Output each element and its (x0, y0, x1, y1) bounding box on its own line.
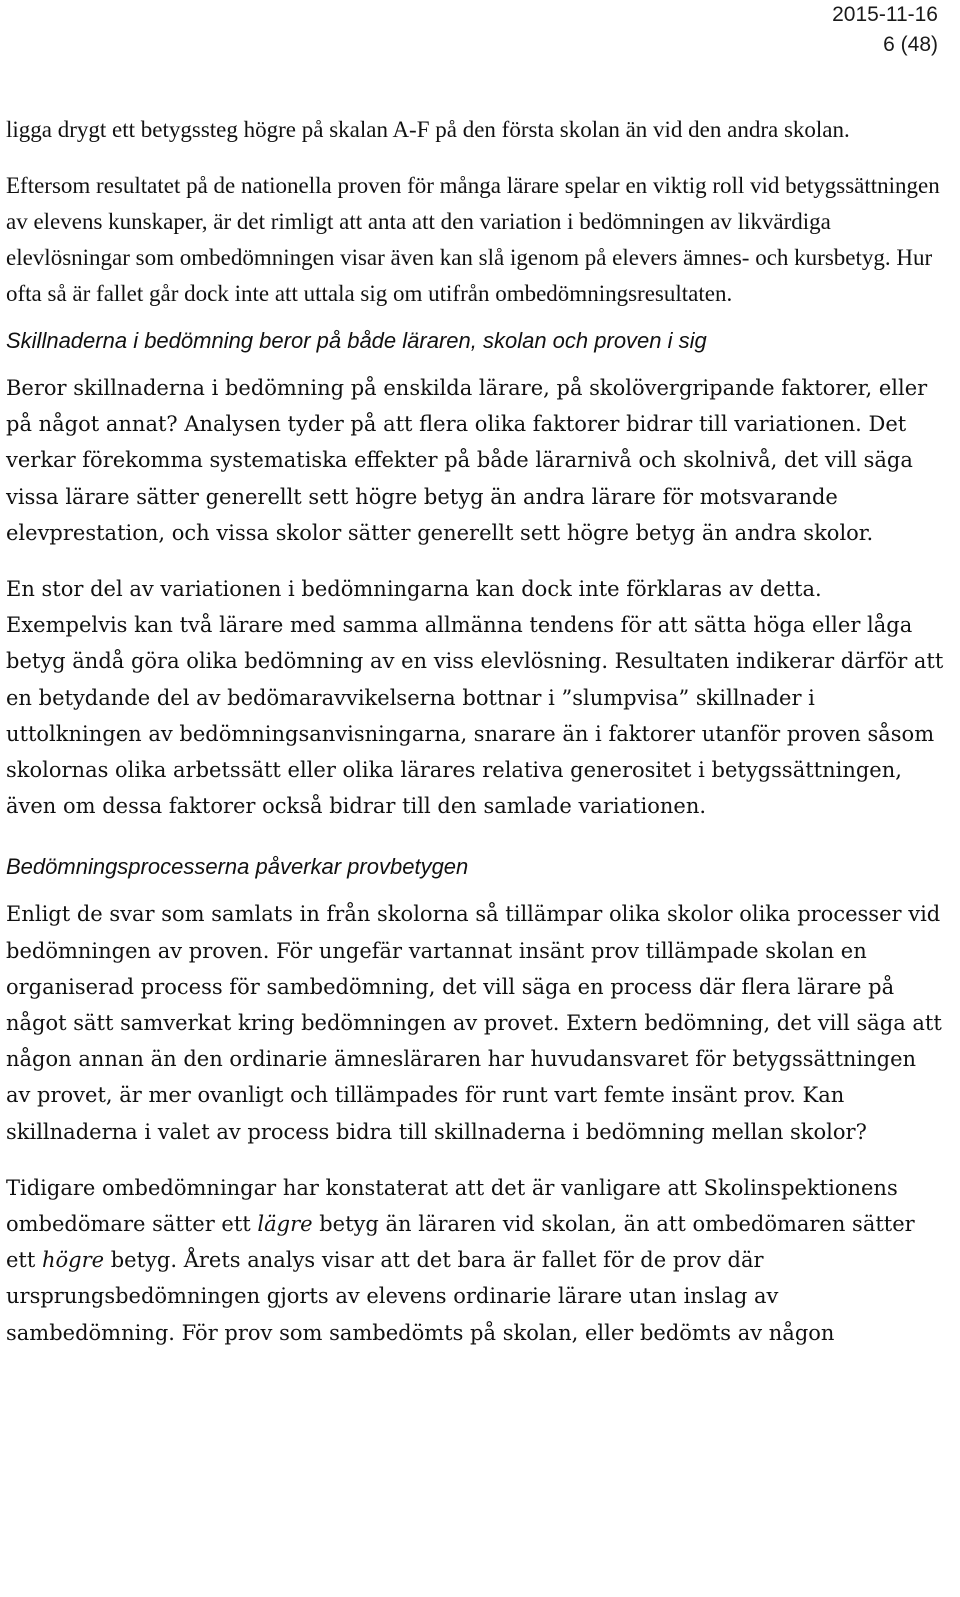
emphasis-lower: lägre (257, 1212, 313, 1237)
paragraph-teacher-school-effects: Beror skillnaderna i bedömning på enskilda lärare, på skolövergripande faktorer, eller på något annat? Analysen tyder på att flera olika faktorer bidrar till variationen. Det verkar förekomma systematiska effekter på både lärarnivå och skolnivå, det vill säga vissa lärare sätter generellt sett högre betyg än andra lärare för motsvarande elevprestation, och vissa skolor sätter generellt sett högre betyg än andra skolor. (6, 376, 928, 545)
paragraph-assessment-processes: Enligt de svar som samlats in från skolorna så tillämpar olika skolor olika processer vid bedömningen av proven. För ungefär vartannat insänt prov tillämpade skolan en organiserad process för sambedömning, det vill säga en process där flera lärare på något sätt samverkat kring bedömningen av provet. Extern bedömning, det vill säga att någon annan än den ordinarie ämnesläraren har huvudansvaret för betygssättningen av provet, är mer ovanligt och tillämpades för runt vart femte insänt prov. Kan skillnaderna i valet av process bidra till skillnaderna i bedömning mellan skolor? (6, 902, 942, 1144)
paragraph-previous-reassessments (6, 1170, 946, 1351)
section-heading-differences: Skillnaderna i bedömning beror på både läraren, skolan och proven i sig (6, 328, 707, 353)
section-heading-processes: Bedömningsprocesserna påverkar provbetygen (6, 854, 469, 880)
paragraph-random-variation: En stor del av variationen i bedömningarna kan dock inte förklaras av detta. Exempelvis kan två lärare med samma allmänna tendens för att sätta höga eller låga betyg ändå göra olika bedömning av en viss elevlösning. Resultaten indikerar därför att en betydande del av bedömaravvikelserna bottnar i ”slumpvisa” skillnader i uttolkningen av bedömningsanvisningarna, snarare än i faktorer utanför proven såsom skolornas olika arbetssätt eller olika lärares relativa generositet i betygssättningen, även om dessa faktorer också bidrar till den samlade variationen. (6, 577, 944, 819)
page-header (832, 0, 938, 60)
document-body (6, 112, 946, 1351)
paragraph-continuation: ligga drygt ett betygssteg högre på skalan A-F på den första skolan än vid den andra skolan. (6, 117, 850, 142)
emphasis-higher: högre (41, 1248, 105, 1273)
text-run: betyg. Årets analys visar att det bara är fallet för de prov där ursprungsbedömningen gjorts av elevens ordinarie lärare utan inslag av sambedömning. För prov som sambedömts på skolan, eller bedömts av någon (6, 1248, 835, 1345)
report-date: 2015-11-16 (832, 3, 938, 26)
text-run: betyg än läraren vid skolan, än att ombedömaren sätter ett (6, 1212, 915, 1273)
page-number: 6 (48) (883, 33, 938, 56)
text-run: Tidigare ombedömningar har konstaterat att det är vanligare att Skolinspektionens ombedömare sätter ett (6, 1175, 898, 1237)
paragraph-national-tests: Eftersom resultatet på de nationella proven för många lärare spelar en viktig roll vid betygssättningen av elevens kunskaper, är det rimligt att anta att den variation i bedömningen av likvärdiga elevlösningar som ombedömningen visar även kan slå igenom på elevers ämnes- och kursbetyg. Hur ofta så är fallet går dock inte att uttala sig om utifrån ombedömningsresultaten. (6, 173, 940, 306)
